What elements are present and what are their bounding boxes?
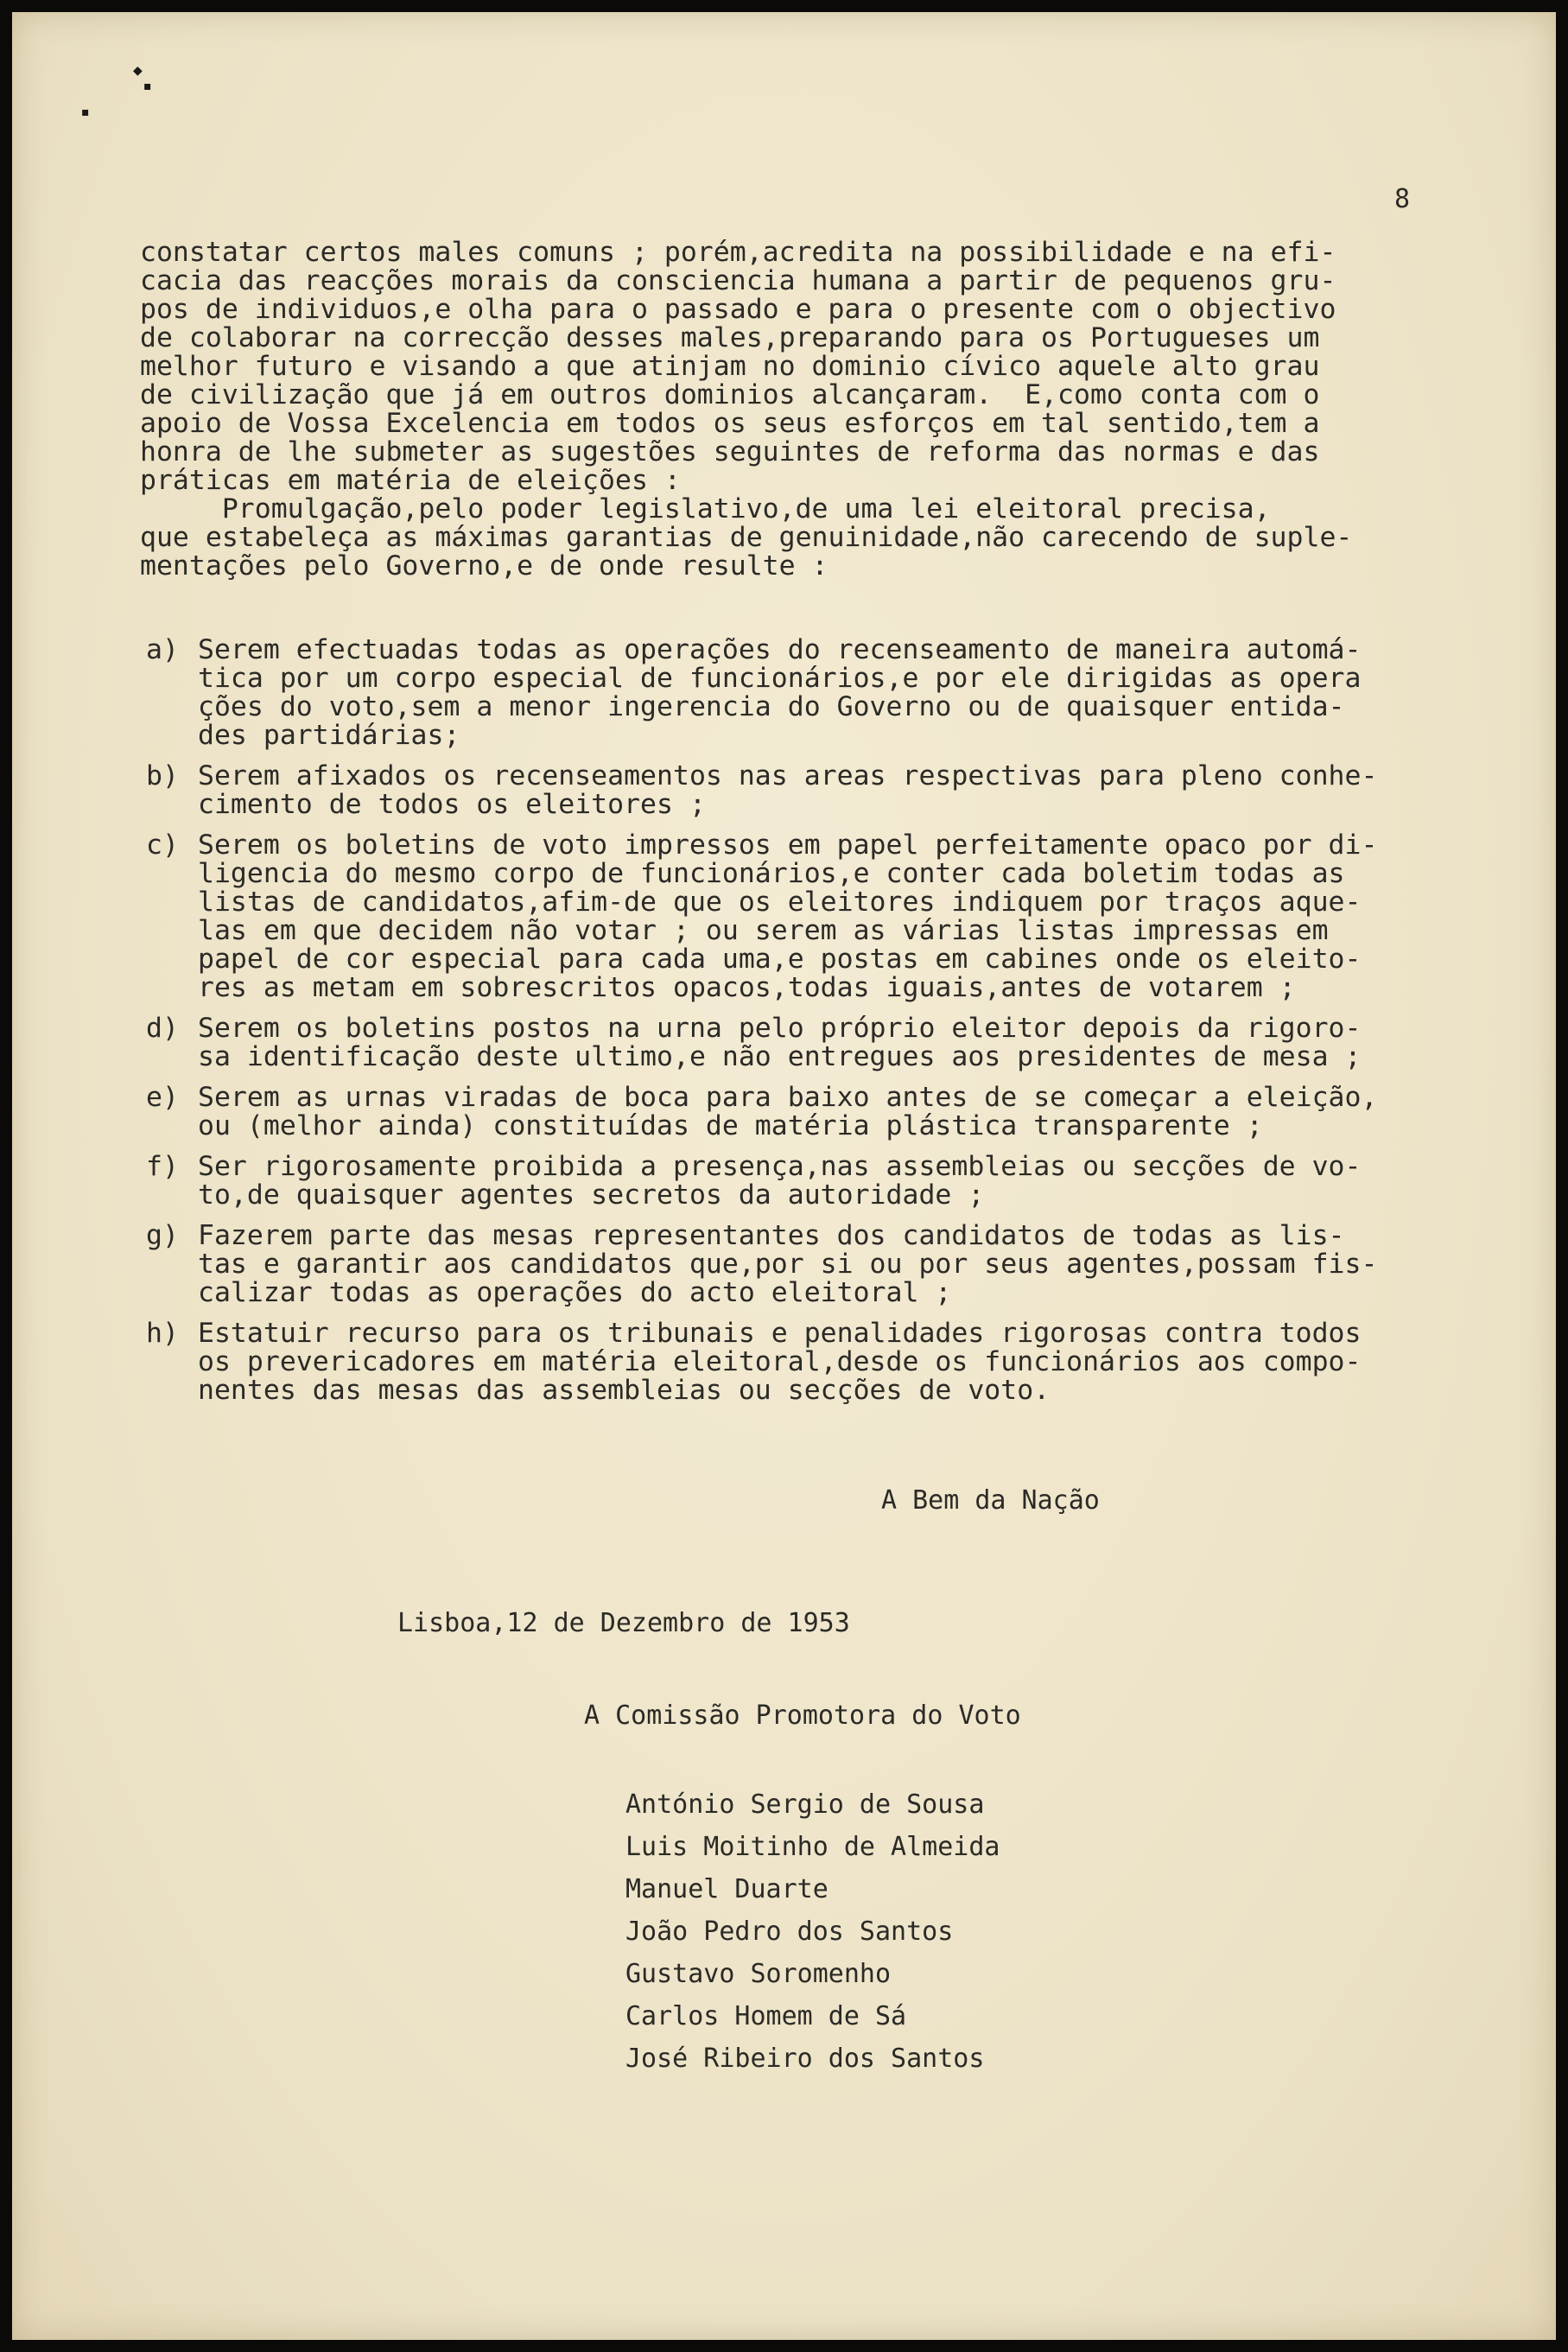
item-line: cimento de todos os eleitores ; [198, 789, 706, 820]
closing-salutation: A Bem da Nação [881, 1485, 1100, 1516]
item-line: las em que decidem não votar ; ou serem as várias listas impressas em [198, 915, 1329, 946]
item-letter: b) [146, 760, 179, 791]
item-line: Fazerem parte das mesas representantes dos candidatos de todas as lis- [198, 1220, 1345, 1251]
item-line: ou (melhor ainda) constituídas de matéria plástica transparente ; [198, 1110, 1263, 1141]
signatory-name: João Pedro dos Santos [625, 1917, 954, 1947]
intro-line: mentações pelo Governo,e de onde resulte : [140, 550, 828, 582]
item-line: des partidárias; [198, 720, 460, 751]
item-line: os prevericadores em matéria eleitoral,desde os funcionários aos compo- [198, 1346, 1362, 1377]
intro-line: cacia das reacções morais da consciencia humana a partir de pequenos gru- [140, 265, 1336, 296]
pin-hole-mark: ▪ [81, 105, 90, 119]
list-item [146, 636, 1377, 750]
page-number: 8 [1394, 184, 1411, 214]
intro-paragraph [140, 238, 1352, 581]
item-line: nentes das mesas das assembleias ou secções de voto. [198, 1375, 1051, 1406]
item-line: Serem os boletins de voto impressos em papel perfeitamente opaco por di- [198, 830, 1378, 861]
item-line: to,de quaisquer agentes secretos da autoridade ; [198, 1179, 985, 1211]
item-line: Serem efectuadas todas as operações do recenseamento de maneira automá- [198, 634, 1362, 665]
signatory-name: Manuel Duarte [625, 1874, 828, 1904]
item-letter: c) [146, 830, 179, 861]
item-line: Serem afixados os recenseamentos nas areas respectivas para pleno conhe- [198, 760, 1378, 791]
item-letter: a) [146, 634, 179, 665]
signatory-name: Gustavo Soromenho [625, 1959, 892, 1989]
signatory-name: Luis Moitinho de Almeida [625, 1832, 1000, 1862]
list-item [146, 1153, 1377, 1210]
intro-line: apoio de Vossa Excelencia em todos os seus esforços em tal sentido,tem a [140, 408, 1320, 439]
intro-line: práticas em matéria de eleições : [140, 465, 681, 496]
item-letter: h) [146, 1318, 179, 1349]
item-letter: f) [146, 1151, 179, 1182]
item-letter: d) [146, 1013, 179, 1044]
item-line: listas de candidatos,afim-de que os eleitores indiquem por traços aque- [198, 887, 1362, 918]
pin-hole-mark: ◆ [133, 64, 143, 78]
signatory-name: Carlos Homem de Sá [625, 2001, 907, 2031]
list-item [146, 762, 1377, 819]
item-line: Serem as urnas viradas de boca para baixo antes de se começar a eleição, [198, 1082, 1378, 1113]
list-item [146, 1222, 1377, 1307]
signatory-list [625, 1783, 1000, 2080]
item-line: tica por um corpo especial de funcionários,e por ele dirigidas as opera [198, 663, 1362, 694]
intro-line: de colaborar na correcção desses males,preparando para os Portugueses um [140, 322, 1320, 353]
item-line: calizar todas as operações do acto eleitoral ; [198, 1277, 952, 1308]
item-line: papel de cor especial para cada uma,e postas em cabines onde os eleito- [198, 944, 1362, 975]
pin-hole-mark: ▪ [143, 79, 152, 93]
intro-line: melhor futuro e visando a que atinjam no dominio cívico aquele alto grau [140, 351, 1320, 382]
document-page [12, 12, 1556, 2340]
item-line: Serem os boletins postos na urna pelo próprio eleitor depois da rigoro- [198, 1013, 1362, 1044]
item-line: sa identificação deste ultimo,e não entregues aos presidentes de mesa ; [198, 1041, 1362, 1072]
list-item [146, 831, 1377, 1002]
item-line: ções do voto,sem a menor ingerencia do Governo ou de quaisquer entida- [198, 691, 1345, 722]
item-line: Ser rigorosamente proibida a presença,nas assembleias ou secções de vo- [198, 1151, 1362, 1182]
list-item [146, 1014, 1377, 1071]
intro-line: pos de individuos,e olha para o passado e para o presente com o objectivo [140, 294, 1336, 325]
signatory-name: António Sergio de Sousa [625, 1789, 985, 1820]
intro-line: Promulgação,pelo poder legislativo,de uma lei eleitoral precisa, [140, 493, 1271, 524]
intro-line: que estabeleça as máximas garantias de genuinidade,não carecendo de suple- [140, 522, 1353, 553]
item-line: Estatuir recurso para os tribunais e penalidades rigorosas contra todos [198, 1318, 1362, 1349]
item-letter: e) [146, 1082, 179, 1113]
item-line: res as metam em sobrescritos opacos,todas iguais,antes de votarem ; [198, 972, 1296, 1003]
place-date: Lisboa,12 de Dezembro de 1953 [397, 1608, 850, 1638]
proposal-list [146, 636, 1377, 1417]
intro-line: constatar certos males comuns ; porém,acredita na possibilidade e na efi- [140, 237, 1336, 268]
list-item [146, 1084, 1377, 1141]
item-line: ligencia do mesmo corpo de funcionários,e conter cada boletim todas as [198, 858, 1345, 889]
item-letter: g) [146, 1220, 179, 1251]
committee-name: A Comissão Promotora do Voto [584, 1700, 1021, 1731]
intro-line: honra de lhe submeter as sugestões seguintes de reforma das normas e das [140, 436, 1320, 467]
item-line: tas e garantir aos candidatos que,por si ou por seus agentes,possam fis- [198, 1249, 1378, 1280]
intro-line: de civilização que já em outros dominios alcançaram. E,como conta com o [140, 379, 1320, 410]
list-item [146, 1319, 1377, 1405]
signatory-name: José Ribeiro dos Santos [625, 2044, 985, 2074]
